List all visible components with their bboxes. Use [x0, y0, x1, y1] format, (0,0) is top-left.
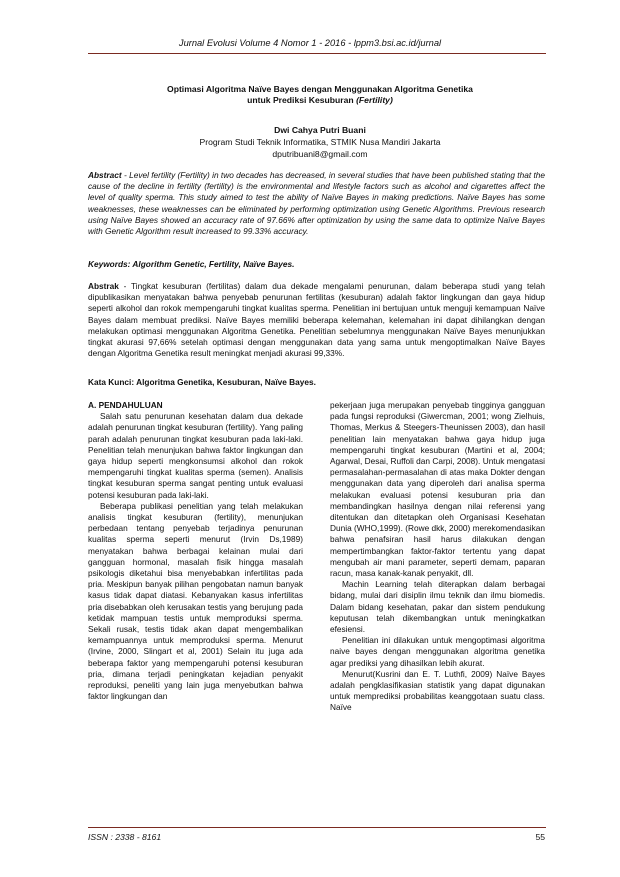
abstract-english — [88, 170, 545, 237]
title-line-2-italic: (Fertility) — [356, 95, 393, 105]
footer-rule — [88, 827, 546, 828]
author-name: Dwi Cahya Putri Buani — [274, 125, 366, 135]
body-paragraph: Penelitian ini dilakukan untuk mengoptimasi algoritma naive bayes dengan menggunakan algoritma genetika agar prediksi yang dihasilkan lebih akurat. — [330, 635, 545, 668]
footer-issn: ISSN : 2338 - 8161 — [88, 832, 162, 842]
journal-header: Jurnal Evolusi Volume 4 Nomor 1 - 2016 - lppm3.bsi.ac.id/jurnal — [178, 38, 442, 48]
title-line-2 — [100, 95, 540, 106]
body-paragraph: Salah satu penurunan kesehatan dalam dua dekade adalah penurunan tingkat kesuburan (fertility). Yang paling parah adalah penurunan tingkat kesuburan pada laki-laki. Penelitian telah menunjukan bahwa faktor lingkungan dan gaya hidup seperti mengkonsumsi alkohol dan rokok mempengaruhi tingkat kualitas sperma (semen). Analisis tingkat kesuburan sperma sangat penting untuk evaluasi potensi kesuburan pada laki-laki. — [88, 411, 303, 500]
body-paragraph: Beberapa publikasi penelitian yang telah melakukan analisis tingkat kesuburan (fertility), menunjukan perbedaan tentang penyebab terjadinya penurunan kualitas sperma seperti menurut (Irvin Ds,1989) menyatakan bahwa berbagai kelainan mulai dari gangguan hormonal, masalah fisik hingga masalah psikologis diketahui bisa menyebabkan infertilitas pada pria. Meskipun banyak pilihan pengobatan namun banyak kasus tidak dapat diatasi. Kebanyakan kasus infertilitas pria disebabkan oleh kerusakan testis yang berujung pada ketidak mampuan testis untuk memproduksi sperma. Sekali rusak, testis tidak akan dapat mengembalikan kemampuannya untuk memproduksi sperma. Menurut (Irvine, 2000, Slingart et al, 2001) Selain itu juga ada beberapa faktor yang mempengaruhi potensi kesuburan pria, dimana terjadi peningkatan kejadian penyakit reproduksi, peneliti yang lain juga menyebutkan bahwa faktor lingkungan dan — [88, 500, 303, 702]
body-paragraph: Machin Learning telah diterapkan dalam berbagai bidang, mulai dari disiplin ilmu teknik dan ilmu biomedis. Dalam bidang kesehatan, pakar dan sistem pendukung keputusan telah dikembangkan untuk meningkatkan efesiensi. — [330, 579, 545, 635]
paper-title — [100, 84, 540, 106]
author-affiliation: Program Studi Teknik Informatika, STMIK Nusa Mandiri Jakarta — [199, 137, 441, 147]
body-column-left — [88, 400, 303, 702]
body-paragraph: Menurut(Kusrini dan E. T. Luthfi, 2009) Naïve Bayes adalah pengklasifikasian statistik yang dapat digunakan untuk memprediksi probabilitas keanggotaan suatu class. Naïve — [330, 668, 545, 713]
keywords-english: Keywords: Algorithm Genetic, Fertility, Naïve Bayes. — [88, 259, 295, 269]
body-column-right — [330, 400, 545, 714]
page-number: 55 — [535, 832, 545, 842]
section-heading: A. PENDAHULUAN — [88, 400, 163, 410]
abstract-text: - Level fertility (Fertility) in two decades has decreased, in several studies that have been published stating that the cause of the decline in fertility (fertility) is the environmental and lifestyle factors such as alcohol and cigarettes affect the level of quality sperma. This study aimed to test the ability of Naïve Bayes in making predictions. Naïve Bayes has some weaknesses, these weaknesses can be eliminated by performing optimization using Genetic Algorithms. Previous research using Naïve Bayes showed an accuracy rate of 97.66% after optimization by using the same data to optimize Naïve Bayes with Genetic Algorithm result increased to 99.33% accuracy. — [88, 170, 545, 237]
abstrak-label: Abstrak — [88, 281, 119, 291]
author-email: dputribuani8@gmail.com — [272, 149, 368, 159]
abstract-label: Abstract — [88, 170, 122, 180]
body-paragraph: pekerjaan juga merupakan penyebab tingginya gangguan pada fungsi reproduksi (Giwercman, 2001; wong Zielhuis, Thomas, Merkus & Steegers-Theunissen 2003), dan hasil penelitian lain menyatakan bahwa gaya hidup juga mempengaruhi tingkat kesuburan (Martini et al, 2004; Agarwal, Desai, Ruffoli dan Carpi, 2008). Untuk mengatasi permasalahan-permasalahan di atas maka Dokter dengan menggunakan data yang diperoleh dari analisa sperma melakukan evaluasi potensi kesuburan pria dan membandingkan hasilnya dengan nilai referensi yang ditentukan dan ditetapkan oleh Organisasi Kesehatan Dunia (WHO,1999). (Rowe dkk, 2000) merekomendasikan bahwa penafsiran hasil harus dilakukan dengan mempertimbangkan faktor-faktor tertentu yang dapat mengubah air mani parameter, seperti demam, paparan racun, masa kanak-kanak penyakit, dll. — [330, 400, 545, 579]
abstract-indonesian — [88, 281, 545, 359]
abstrak-text: - Tingkat kesuburan (fertilitas) dalam dua dekade mengalami penurunan, dalam beberapa studi yang telah dipublikasikan menyatakan bahwa penyebab penurunan fertilitas (kesuburan) adalah faktor lingkungan dan gaya hidup seperti alkohol dan rokok mempengaruhi tingkat kualitas sperma. Penelitian ini bertujuan untuk menguji kemampuan Naïve Bayes dalam membuat prediksi. Naïve Bayes memiliki beberapa kelemahan, kelemahan ini dapat dihilangkan dengan melakukan optimasi menggunakan Algoritma Genetika. Penelitian sebelumnya menggunakan Naïve Bayes menunjukkan tingkat akurasi 97,66% setelah optimasi dengan menggunakan data yang sama untuk mengoptimalkan Naïve Bayes dengan Algoritma Genetika result meningkat menjadi akurasi 99,33%. — [88, 281, 545, 359]
keywords-indonesian: Kata Kunci: Algoritma Genetika, Kesuburan, Naïve Bayes. — [88, 377, 316, 387]
title-line-2-text: untuk Prediksi Kesuburan — [247, 95, 357, 105]
header-rule — [88, 53, 546, 54]
title-line-1: Optimasi Algoritma Naïve Bayes dengan Menggunakan Algoritma Genetika — [167, 84, 473, 94]
